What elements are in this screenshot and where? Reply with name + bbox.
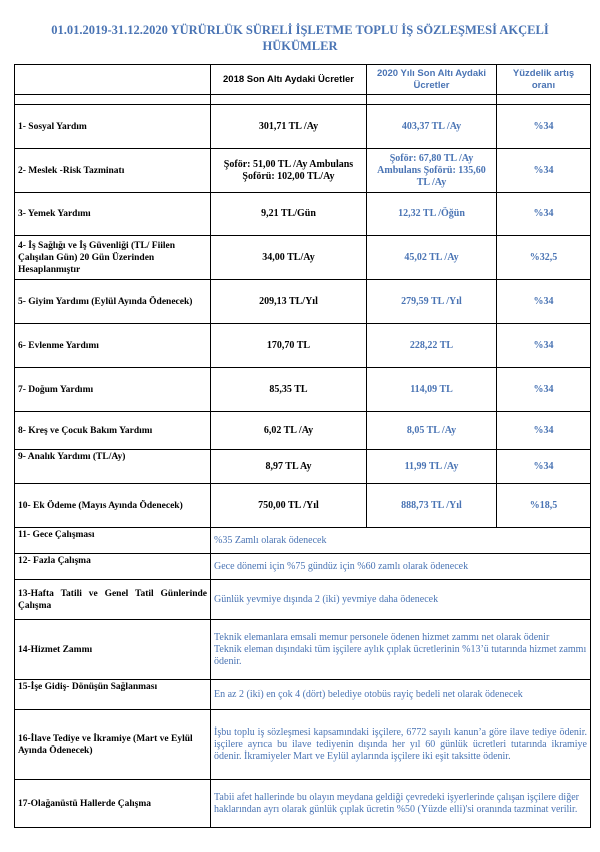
row-label: 4- İş Sağlığı ve İş Güvenliği (TL/ Fiilen Çalışılan Gün) 20 Gün Üzerinden Hesaplanmıştır xyxy=(15,236,211,280)
spacer-cell xyxy=(497,95,591,105)
row-description: En az 2 (iki) en çok 4 (dört) belediye otobüs rayiç bedeli net olarak ödenecek xyxy=(211,680,591,710)
row-label: 17-Olağanüstü Hallerde Çalışma xyxy=(15,780,211,828)
header-percent: Yüzdelik artış oranı xyxy=(497,65,591,95)
row-description: Gece dönemi için %75 gündüz için %60 zamlı olarak ödenecek xyxy=(211,554,591,580)
row-label: 5- Giyim Yardımı (Eylül Ayında Ödenecek) xyxy=(15,280,211,324)
header-2020: 2020 Yılı Son Altı Aydaki Ücretler xyxy=(367,65,497,95)
table-row xyxy=(15,193,591,236)
spacer-row xyxy=(15,95,591,105)
table-row xyxy=(15,236,591,280)
row-label: 12- Fazla Çalışma xyxy=(15,554,211,580)
table-row xyxy=(15,528,591,554)
row-label: 10- Ek Ödeme (Mayıs Ayında Ödenecek) xyxy=(15,484,211,528)
row-description xyxy=(211,620,591,680)
row-description: Günlük yevmiye dışında 2 (iki) yevmiye daha ödenecek xyxy=(211,580,591,620)
row-label: 3- Yemek Yardımı xyxy=(15,193,211,236)
percent-increase: %34 xyxy=(497,193,591,236)
value-2020: 45,02 TL /Ay xyxy=(367,236,497,280)
row-label: 6- Evlenme Yardımı xyxy=(15,324,211,368)
document-title xyxy=(0,22,600,54)
table-row xyxy=(15,554,591,580)
value-2018: 170,70 TL xyxy=(211,324,367,368)
header-2018: 2018 Son Altı Aydaki Ücretler xyxy=(211,65,367,95)
row-label: 13-Hafta Tatili ve Genel Tatil Günlerinde Çalışma xyxy=(15,580,211,620)
value-2020: 11,99 TL /Ay xyxy=(367,450,497,484)
row-label: 2- Meslek -Risk Tazminatı xyxy=(15,149,211,193)
header-row xyxy=(15,65,591,95)
spacer-cell xyxy=(211,95,367,105)
row-label: 14-Hizmet Zammı xyxy=(15,620,211,680)
table-row xyxy=(15,780,591,828)
value-2020: 8,05 TL /Ay xyxy=(367,412,497,450)
value-2018: 6,02 TL /Ay xyxy=(211,412,367,450)
value-2018: 750,00 TL /Yıl xyxy=(211,484,367,528)
row-description: %35 Zamlı olarak ödenecek xyxy=(211,528,591,554)
value-2020: Şoför: 67,80 TL /Ay Ambulans Şoförü: 135,60 TL /Ay xyxy=(367,149,497,193)
row-description: İşbu toplu iş sözleşmesi kapsamındaki işçilere, 6772 sayılı kanun’a göre ilave tediye ödenir. işçilere ayrıca bu ilave tediyenin dışında her yıl 60 günlük ücretleri tutarında ikramiye ödenir. İkramiyeler Mart ve Eylül aylarında işçilere iki eşit taksitte ödenir. xyxy=(211,710,591,780)
spacer-cell xyxy=(367,95,497,105)
value-2018: 209,13 TL/Yıl xyxy=(211,280,367,324)
table-row xyxy=(15,324,591,368)
table-row xyxy=(15,450,591,484)
table-row xyxy=(15,680,591,710)
value-2018: 85,35 TL xyxy=(211,368,367,412)
row-label: 1- Sosyal Yardım xyxy=(15,105,211,149)
value-2020: 228,22 TL xyxy=(367,324,497,368)
description-line-2: Teknik eleman dışındaki tüm işçilere aylık çıplak ücretlerinin %13’ü tutarında hizmet zammı ödenir. xyxy=(214,643,587,667)
table-row xyxy=(15,280,591,324)
value-2020: 403,37 TL /Ay xyxy=(367,105,497,149)
percent-increase: %34 xyxy=(497,368,591,412)
table-row xyxy=(15,149,591,193)
value-2018: Şoför: 51,00 TL /Ay Ambulans Şoförü: 102,00 TL/Ay xyxy=(211,149,367,193)
description-line-1: Teknik elemanlara emsali memur personele ödenen hizmet zammı net olarak ödenir xyxy=(214,631,550,643)
table-row xyxy=(15,710,591,780)
table-row xyxy=(15,105,591,149)
value-2018: 9,21 TL/Gün xyxy=(211,193,367,236)
value-2018: 301,71 TL /Ay xyxy=(211,105,367,149)
table-row xyxy=(15,412,591,450)
row-label: 15-İşe Gidiş- Dönüşün Sağlanması xyxy=(15,680,211,710)
row-label: 16-İlave Tediye ve İkramiye (Mart ve Eylül Ayında Ödenecek) xyxy=(15,710,211,780)
percent-increase: %34 xyxy=(497,149,591,193)
value-2020: 114,09 TL xyxy=(367,368,497,412)
row-label: 11- Gece Çalışması xyxy=(15,528,211,554)
wage-provisions-table xyxy=(14,64,591,828)
value-2020: 888,73 TL /Yıl xyxy=(367,484,497,528)
table-row xyxy=(15,620,591,680)
table-row xyxy=(15,580,591,620)
spacer-cell xyxy=(15,95,211,105)
percent-increase: %34 xyxy=(497,324,591,368)
value-2020: 279,59 TL /Yıl xyxy=(367,280,497,324)
row-label: 7- Doğum Yardımı xyxy=(15,368,211,412)
title-line-2: HÜKÜMLER xyxy=(262,39,338,53)
value-2018: 34,00 TL/Ay xyxy=(211,236,367,280)
percent-increase: %34 xyxy=(497,105,591,149)
percent-increase: %34 xyxy=(497,412,591,450)
row-label: 8- Kreş ve Çocuk Bakım Yardımı xyxy=(15,412,211,450)
percent-increase: %34 xyxy=(497,280,591,324)
percent-increase: %34 xyxy=(497,450,591,484)
row-description: Tabii afet hallerinde bu olayın meydana geldiği çevredeki işyerlerinde çalışan işçilere diğer haklarından ayrı olarak günlük çıplak ücretin %50 (Yüzde elli)'si oranında tazminat verilir. xyxy=(211,780,591,828)
row-label: 9- Analık Yardımı (TL/Ay) xyxy=(15,450,211,484)
table-row xyxy=(15,484,591,528)
table-row xyxy=(15,368,591,412)
value-2020: 12,32 TL /Öğün xyxy=(367,193,497,236)
title-line-1: 01.01.2019-31.12.2020 YÜRÜRLÜK SÜRELİ İŞLETME TOPLU İŞ SÖZLEŞMESİ AKÇELİ xyxy=(51,23,549,37)
value-2018: 8,97 TL Ay xyxy=(211,450,367,484)
percent-increase: %18,5 xyxy=(497,484,591,528)
percent-increase: %32,5 xyxy=(497,236,591,280)
header-blank-cell xyxy=(15,65,211,95)
